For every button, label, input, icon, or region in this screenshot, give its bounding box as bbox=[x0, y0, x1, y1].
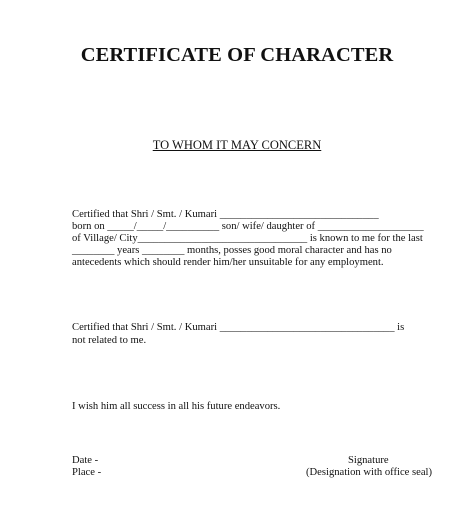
paragraph-1-line-2: born on _____/_____/__________ son/ wife/ daughter of ____________________ bbox=[72, 221, 424, 232]
designation-label: (Designation with office seal) bbox=[306, 467, 433, 478]
place-label: Place - bbox=[72, 467, 102, 478]
paragraph-1-line-3: of Village/ City________________________________ is known to me for the last bbox=[72, 233, 423, 244]
paragraph-1-line-4: ________ years ________ months, posses good moral character and has no bbox=[72, 245, 392, 256]
signature-label: Signature bbox=[348, 455, 389, 466]
paragraph-1-line-5: antecedents which should render him/her unsuitable for any employment. bbox=[72, 257, 384, 268]
document-subtitle: TO WHOM IT MAY CONCERN bbox=[152, 138, 322, 152]
paragraph-3-line-1: I wish him all success in all his future endeavors. bbox=[72, 401, 281, 412]
paragraph-2-line-1: Certified that Shri / Smt. / Kumari _________________________________ is bbox=[72, 322, 405, 333]
date-label: Date - bbox=[72, 455, 99, 466]
paragraph-2-line-2: not related to me. bbox=[72, 335, 147, 346]
paragraph-1-line-1: Certified that Shri / Smt. / Kumari ______________________________ bbox=[72, 209, 379, 220]
document-title: CERTIFICATE OF CHARACTER bbox=[80, 44, 394, 66]
